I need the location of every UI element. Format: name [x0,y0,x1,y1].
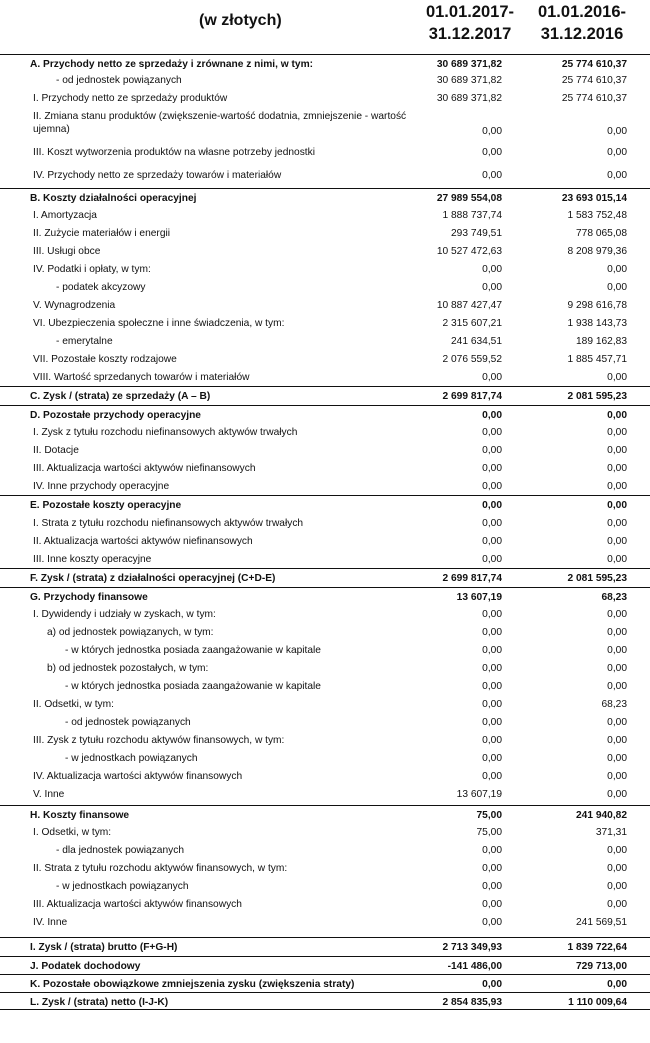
period-2016-header [527,1,637,45]
value-2017: 0,00 [482,536,502,547]
value-2017: 0,00 [482,410,502,421]
row-label: - podatek akcyzowy [56,282,146,293]
value-2016: 0,00 [607,717,627,728]
value-2016: 0,00 [607,536,627,547]
table-row [0,296,650,314]
value-2017: 0,00 [482,481,502,492]
value-2017: 13 607,19 [456,789,502,800]
value-2016: 0,00 [607,170,627,181]
value-2016: 729 713,00 [576,961,627,972]
row-label: C. Zysk / (strata) ze sprzedaży (A – B) [30,391,211,402]
row-label: II. Strata z tytułu rozchodu aktywów finansowych, w tym: [33,863,288,874]
period-2016-start: 01.01.2016- [537,3,627,21]
value-2017: 0,00 [482,282,502,293]
table-row [0,895,650,913]
value-2017: -141 486,00 [447,961,502,972]
row-label: G. Przychody finansowe [30,592,148,603]
period-2017-end: 31.12.2017 [428,25,512,43]
row-label: B. Koszty działalności operacyjnej [30,193,197,204]
value-2017: 0,00 [482,126,502,137]
table-row [0,877,650,895]
row-label: VII. Pozostałe koszty rodzajowe [33,354,177,365]
row-label: K. Pozostałe obowiązkowe zmniejszenia zysku (zwiększenia straty) [30,979,355,990]
value-2017: 2 315 607,21 [442,318,502,329]
value-2016: 0,00 [607,899,627,910]
table-row [0,332,650,350]
value-2017: 0,00 [482,463,502,474]
table-row [0,677,650,695]
value-2016: 0,00 [607,463,627,474]
value-2016: 0,00 [607,554,627,565]
row-label: I. Dywidendy i udziały w zyskach, w tym: [33,609,216,620]
table-row [0,423,650,441]
value-2017: 0,00 [482,264,502,275]
table-row [0,913,650,937]
table-row [0,314,650,332]
row-label: J. Podatek dochodowy [30,961,141,972]
row-label: II. Odsetki, w tym: [33,699,114,710]
row-label: II. Zmiana stanu produktów (zwiększenie-wartość dodatnia, zmniejszenie - wartość ujemna) [33,111,407,135]
value-2016: 8 208 979,36 [567,246,627,257]
income-statement-table [0,54,650,1010]
row-label: I. Amortyzacja [33,210,97,221]
value-2017: 10 887 427,47 [436,300,502,311]
row-label: II. Dotacje [33,445,79,456]
value-2016: 0,00 [607,753,627,764]
value-2016: 241 569,51 [576,917,627,928]
table-row [0,587,650,605]
value-2016: 371,31 [595,827,627,838]
table-row [0,459,650,477]
row-label: - dla jednostek powiązanych [56,845,184,856]
row-label: III. Zysk z tytułu rozchodu aktywów finansowych, w tym: [33,735,285,746]
table-row [0,107,650,143]
period-2017-start: 01.01.2017- [425,3,515,21]
value-2016: 0,00 [607,518,627,529]
value-2017: 0,00 [482,863,502,874]
row-label: III. Aktualizacja wartości aktywów finansowych [33,899,242,910]
value-2016: 0,00 [607,979,627,990]
value-2016: 0,00 [607,789,627,800]
table-row [0,767,650,785]
table-row [0,713,650,731]
table-row [0,441,650,459]
value-2016: 0,00 [607,845,627,856]
value-2016: 0,00 [607,735,627,746]
table-row [0,623,650,641]
row-label: III. Koszt wytworzenia produktów na własne potrzeby jednostki [33,147,315,158]
row-label: IV. Przychody netto ze sprzedaży towarów i materiałów [33,170,282,181]
table-row [0,695,650,713]
value-2017: 30 689 371,82 [436,93,502,104]
value-2016: 189 162,83 [576,336,627,347]
table-row [0,260,650,278]
value-2016: 0,00 [607,147,627,158]
value-2016: 25 774 610,37 [561,75,627,86]
value-2017: 0,00 [482,881,502,892]
value-2016: 0,00 [607,609,627,620]
value-2017: 0,00 [482,627,502,638]
value-2016: 23 693 015,14 [561,193,627,204]
value-2017: 0,00 [482,500,502,511]
value-2017: 2 854 835,93 [442,997,502,1008]
table-row [0,749,650,767]
row-label: - od jednostek powiązanych [65,717,191,728]
value-2017: 2 076 559,52 [442,354,502,365]
table-row [0,823,650,841]
value-2017: 0,00 [482,609,502,620]
value-2016: 1 583 752,48 [567,210,627,221]
value-2017: 241 634,51 [451,336,502,347]
period-2016-end: 31.12.2016 [540,25,624,43]
value-2016: 0,00 [607,500,627,511]
table-row [0,166,650,188]
table-row [0,477,650,495]
table-row [0,974,650,992]
value-2016: 25 774 610,37 [561,93,627,104]
table-row [0,731,650,749]
row-label: E. Pozostałe koszty operacyjne [30,500,182,511]
table-row [0,859,650,877]
value-2016: 0,00 [607,627,627,638]
value-2017: 0,00 [482,899,502,910]
row-label: VI. Ubezpieczenia społeczne i inne świadczenia, w tym: [33,318,285,329]
row-label: - od jednostek powiązanych [56,75,182,86]
value-2017: 2 713 349,93 [442,942,502,953]
row-label: II. Aktualizacja wartości aktywów niefinansowych [33,536,253,547]
value-2016: 778 065,08 [576,228,627,239]
value-2017: 0,00 [482,681,502,692]
row-label: F. Zysk / (strata) z działalności operacyjnej (C+D-E) [30,573,276,584]
table-row [0,188,650,206]
value-2016: 0,00 [607,445,627,456]
row-label: - emerytalne [56,336,113,347]
value-2017: 0,00 [482,753,502,764]
table-row [0,605,650,623]
row-label: I. Strata z tytułu rozchodu niefinansowych aktywów trwałych [33,518,304,529]
value-2017: 1 888 737,74 [442,210,502,221]
row-label: V. Inne [33,789,65,800]
table-row [0,350,650,368]
table-row [0,956,650,974]
table-row [0,242,650,260]
table-row [0,805,650,823]
row-label: IV. Aktualizacja wartości aktywów finansowych [33,771,243,782]
table-row [0,992,650,1010]
value-2016: 1 938 143,73 [567,318,627,329]
row-label: II. Zużycie materiałów i energii [33,228,171,239]
value-2017: 0,00 [482,979,502,990]
table-header [0,0,650,55]
value-2017: 0,00 [482,845,502,856]
value-2016: 9 298 616,78 [567,300,627,311]
value-2016: 0,00 [607,863,627,874]
table-row [0,71,650,89]
row-label: III. Usługi obce [33,246,101,257]
value-2016: 0,00 [607,771,627,782]
value-2016: 0,00 [607,481,627,492]
row-label: b) od jednostek pozostałych, w tym: [47,663,209,674]
table-row [0,143,650,166]
row-label: A. Przychody netto ze sprzedaży i zrównane z nimi, w tym: [30,59,314,70]
row-label: - w których jednostka posiada zaangażowanie w kapitale [65,681,321,692]
value-2017: 0,00 [482,735,502,746]
value-2017: 0,00 [482,699,502,710]
value-2017: 0,00 [482,645,502,656]
table-row [0,641,650,659]
value-2016: 0,00 [607,645,627,656]
value-2016: 1 110 009,64 [568,997,627,1008]
table-row [0,841,650,859]
value-2017: 2 699 817,74 [442,391,502,402]
value-2016: 0,00 [607,372,627,383]
value-2017: 10 527 472,63 [436,246,502,257]
value-2017: 0,00 [482,554,502,565]
table-row [0,386,650,405]
row-label: a) od jednostek powiązanych, w tym: [47,627,214,638]
period-2017-header [415,1,525,45]
value-2017: 0,00 [482,917,502,928]
value-2016: 0,00 [607,410,627,421]
table-row [0,278,650,296]
value-2017: 0,00 [482,427,502,438]
value-2017: 293 749,51 [451,228,502,239]
table-row [0,368,650,386]
table-row [0,937,650,956]
row-label: - w jednostkach powiązanych [65,753,198,764]
value-2016: 0,00 [607,264,627,275]
value-2017: 0,00 [482,771,502,782]
table-row [0,514,650,532]
row-label: D. Pozostałe przychody operacyjne [30,410,201,421]
row-label: III. Inne koszty operacyjne [33,554,152,565]
table-row [0,659,650,677]
row-label: VIII. Wartość sprzedanych towarów i materiałów [33,372,250,383]
row-label: IV. Inne [33,917,68,928]
row-label: V. Wynagrodzenia [33,300,116,311]
value-2017: 30 689 371,82 [436,59,502,70]
value-2016: 0,00 [607,881,627,892]
value-2017: 75,00 [476,810,502,821]
value-2016: 0,00 [607,282,627,293]
value-2016: 241 940,82 [576,810,627,821]
value-2016: 1 885 457,71 [567,354,627,365]
table-row [0,206,650,224]
value-2017: 0,00 [482,717,502,728]
value-2016: 68,23 [601,699,627,710]
row-label: IV. Podatki i opłaty, w tym: [33,264,151,275]
row-label: - w jednostkach powiązanych [56,881,189,892]
table-row [0,224,650,242]
value-2017: 2 699 817,74 [442,573,502,584]
value-2016: 68,23 [601,592,627,603]
row-label: - w których jednostka posiada zaangażowanie w kapitale [65,645,321,656]
value-2017: 0,00 [482,372,502,383]
row-label: H. Koszty finansowe [30,810,130,821]
row-label: IV. Inne przychody operacyjne [33,481,170,492]
value-2016: 0,00 [607,427,627,438]
value-2016: 0,00 [607,663,627,674]
unit-label: (w złotych) [199,12,282,29]
table-row [0,785,650,805]
table-row [0,495,650,514]
value-2016: 25 774 610,37 [561,59,627,70]
value-2016: 2 081 595,23 [567,573,627,584]
table-row [0,568,650,587]
value-2017: 75,00 [476,827,502,838]
table-row [0,550,650,568]
table-row [0,89,650,107]
value-2016: 0,00 [607,681,627,692]
value-2017: 13 607,19 [456,592,502,603]
value-2017: 30 689 371,82 [436,75,502,86]
row-label: L. Zysk / (strata) netto (I-J-K) [30,997,169,1008]
value-2016: 1 839 722,64 [567,942,627,953]
value-2017: 0,00 [482,518,502,529]
value-2017: 0,00 [482,147,502,158]
row-label: I. Przychody netto ze sprzedaży produktów [33,93,228,104]
table-row [0,405,650,423]
value-2016: 0,00 [607,126,627,137]
value-2016: 2 081 595,23 [567,391,627,402]
row-label: I. Zysk / (strata) brutto (F+G-H) [30,942,178,953]
row-label: I. Zysk z tytułu rozchodu niefinansowych aktywów trwałych [33,427,298,438]
value-2017: 0,00 [482,663,502,674]
value-2017: 27 989 554,08 [436,193,502,204]
row-label: III. Aktualizacja wartości aktywów niefinansowych [33,463,256,474]
table-row [0,54,650,71]
value-2017: 0,00 [482,445,502,456]
row-label: I. Odsetki, w tym: [33,827,112,838]
table-row [0,532,650,550]
value-2017: 0,00 [482,170,502,181]
